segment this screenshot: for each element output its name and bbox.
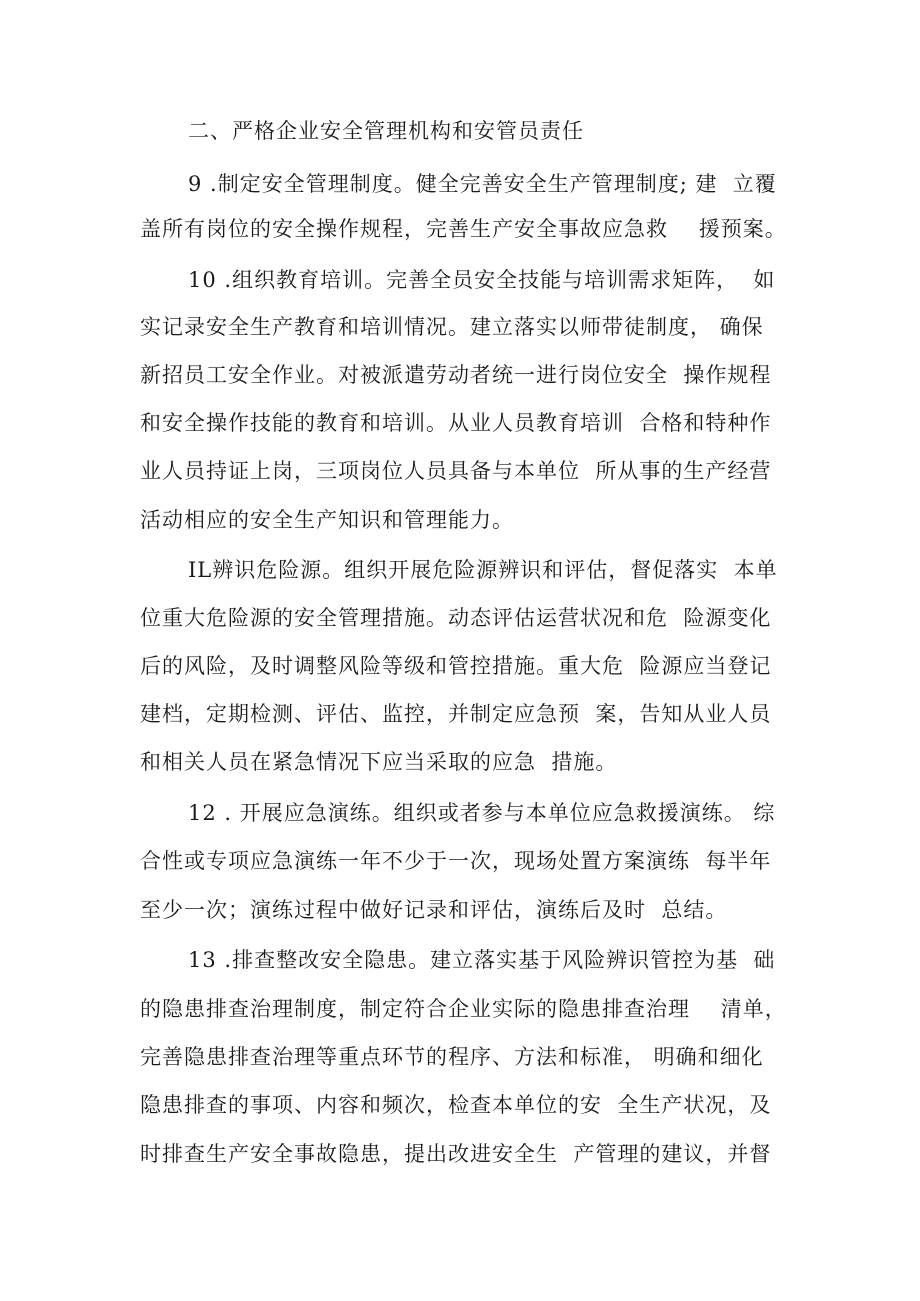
- paragraph-line: 业人员持证上岗，三项岗位人员具备与本单位 所从事的生产经营: [140, 459, 772, 483]
- paragraph-line: 合性或专项应急演练一年不少于一次，现场处置方案演练 每半年: [140, 849, 772, 873]
- paragraph-line: 10 .组织教育培训。完善全员安全技能与培训需求矩阵， 如: [188, 268, 776, 292]
- paragraph-line: 隐患排查的事项、内容和频次，检查本单位的安 全生产状况，及: [140, 1093, 772, 1117]
- paragraph-line: 9 .制定安全管理制度。健全完善安全生产管理制度; 建 立覆: [188, 172, 777, 196]
- paragraph-line: 的隐患排查治理制度，制定符合企业实际的隐患排查治理 清单，: [140, 997, 787, 1021]
- paragraph-line: 和安全操作技能的教育和培训。从业人员教育培训 合格和特种作: [140, 411, 772, 435]
- paragraph-line: 完善隐患排查治理等重点环节的程序、方法和标准， 明确和细化: [140, 1045, 764, 1069]
- paragraph-line: 时排查生产安全事故隐患，提出改进安全生 产管理的建议，并督: [140, 1142, 772, 1166]
- paragraph-line: 13 .排查整改安全隐患。建立落实基于风险辨识管控为基 础: [188, 948, 776, 972]
- paragraph-line: 和相关人员在紧急情况下应当采取的应急 措施。: [140, 750, 618, 774]
- paragraph-line: 12 . 开展应急演练。组织或者参与本单位应急救援演练。 综: [188, 801, 776, 825]
- paragraph-line: 实记录安全生产教育和培训情况。建立落实以师带徒制度， 确保: [140, 315, 764, 339]
- paragraph-line: 建档，定期检测、评估、监控，并制定应急预 案，告知从业人员: [140, 702, 772, 726]
- section-heading: 二、严格企业安全管理机构和安管员责任: [188, 119, 584, 143]
- paragraph-line: 位重大危险源的安全管理措施。动态评估运营状况和危 险源变化: [140, 606, 772, 630]
- paragraph-line: IL辨识危险源。组织开展危险源辨识和评估，督促落实 本单: [188, 558, 778, 582]
- paragraph-line: 后的风险，及时调整风险等级和管控措施。重大危 险源应当登记: [140, 654, 772, 678]
- paragraph-line: 至少一次；演练过程中做好记录和评估，演练后及时 总结。: [140, 898, 728, 922]
- paragraph-line: 活动相应的安全生产知识和管理能力。: [140, 508, 514, 532]
- paragraph-line: 新招员工安全作业。对被派遣劳动者统一进行岗位安全 操作规程: [140, 363, 772, 387]
- paragraph-line: 盖所有岗位的安全操作规程，完善生产安全事故应急救 援预案。: [140, 217, 787, 241]
